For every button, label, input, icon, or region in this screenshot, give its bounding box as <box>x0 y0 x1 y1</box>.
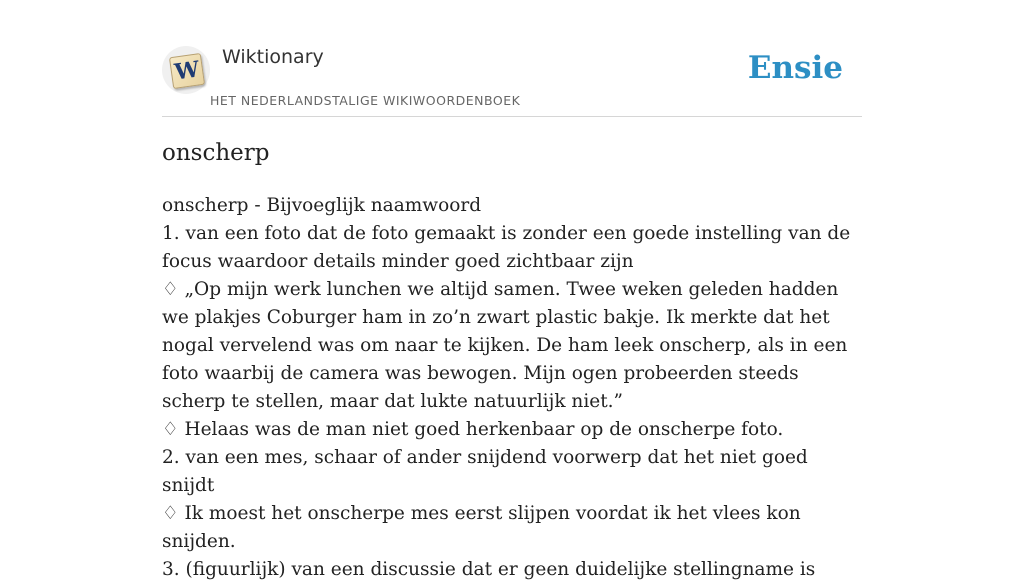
site-header <box>162 0 862 117</box>
site-tagline: HET NEDERLANDSTALIGE WIKIWOORDENBOEK <box>210 93 521 108</box>
page-title: onscherp <box>162 140 270 166</box>
word-heading: onscherp - Bijvoeglijk naamwoord <box>162 195 482 216</box>
example-2: ♢ Helaas was de man niet goed herkenbaar op de onscherpe foto. <box>162 419 784 440</box>
example-1: ♢ „Op mijn werk lunchen we altijd samen. Twee weken geleden hadden we plakjes Coburger ham in zo’n zwart plastic bakje. Ik merkte dat het nogal vervelend was om naar te kijken. De ham leek onscherp, als in een foto waarbij de camera was bewogen. Mijn ogen probeerden steeds scherp te stellen, maar dat lukte natuurlijk niet.” <box>162 279 848 412</box>
definition-content <box>162 192 862 584</box>
brand-logo[interactable]: Ensie <box>747 50 843 86</box>
logo-letter: W <box>169 53 205 89</box>
site-name[interactable]: Wiktionary <box>222 46 324 68</box>
wiktionary-logo-icon[interactable] <box>162 46 210 94</box>
definition-1: 1. van een foto dat de foto gemaakt is zonder een goede instelling van de focus waardoor details minder goed zichtbaar zijn <box>162 223 851 272</box>
definition-2: 2. van een mes, schaar of ander snijdend voorwerp dat het niet goed snijdt <box>162 447 808 496</box>
example-3: ♢ Ik moest het onscherpe mes eerst slijpen voordat ik het vlees kon snijden. <box>162 503 801 552</box>
definition-3: 3. (figuurlijk) van een discussie dat er geen duidelijke stellingname is <box>162 559 816 580</box>
